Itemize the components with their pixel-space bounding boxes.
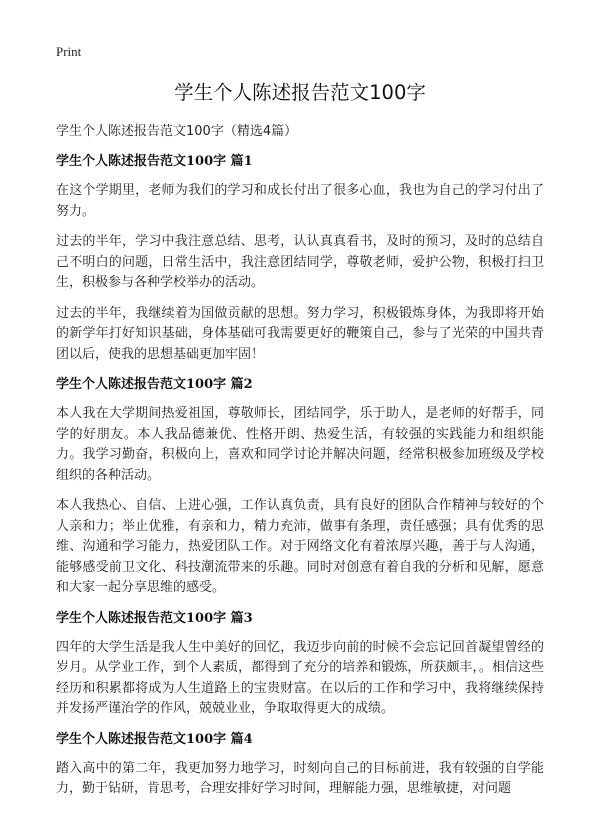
paragraph: 本人我热心、自信、上进心强，工作认真负责，具有良好的团队合作精神与较好的个人亲和力；举止优雅，有亲和力，精力充沛，做事有条理，责任感强；具有优秀的思维、沟通和学习能力，热爱团队工作。对于网络文化有着浓厚兴趣，善于与人沟通，能够感受前卫文化、科技潮流带来的乐趣。同时对创意有着自我的分析和见解，愿意和大家一起分享思维的感受。 xyxy=(56,498,544,595)
paragraph: 踏入高中的第二年，我更加努力地学习，时刻向自己的目标前进，我有较强的自学能力，勤于钻研，肯思考，合理安排好学习时间，理解能力强，思维敏捷，对问题 xyxy=(56,760,544,796)
section-4 xyxy=(56,730,544,800)
paragraph: 在这个学期里，老师为我们的学习和成长付出了很多心血，我也为自己的学习付出了努力。 xyxy=(56,183,544,219)
section-heading: 学生个人陈述报告范文100字 篇1 xyxy=(56,154,253,169)
print-link[interactable]: Print xyxy=(56,44,82,59)
paragraph: 过去的半年，我继续着为国做贡献的思想。努力学习，积极锻炼身体，为我即将开始的新学年打好知识基础，身体基础可我需要更好的鞭策自己，参与了光荣的中国共青团以后，使我的思想基础更加牢固！ xyxy=(56,305,544,362)
section-1 xyxy=(56,152,544,365)
section-heading: 学生个人陈述报告范文100字 篇3 xyxy=(56,610,253,626)
section-heading: 学生个人陈述报告范文100字 篇4 xyxy=(56,731,253,747)
section-2 xyxy=(56,375,544,599)
section-heading: 学生个人陈述报告范文100字 篇2 xyxy=(56,377,253,392)
paragraph: 四年的大学生活是我人生中美好的回忆，我迈步向前的时候不会忘记回首凝望曾经的岁月。从学业工作，到个人素质，都得到了充分的培养和锻炼，所获颇丰，。相信这些经历和积累都将成为人生道路上的宝贵财富。在以后的工作和学习中，我将继续保持并发扬严谨治学的作风，兢兢业业，争取取得更大的成绩。 xyxy=(56,639,544,716)
page-title: 学生个人陈述报告范文100字 xyxy=(174,81,426,104)
paragraph: 本人我在大学期间热爱祖国，尊敬师长，团结同学，乐于助人，是老师的好帮手，同学的好朋友。本人我品德兼优、性格开朗、热爱生活，有较强的实践能力和组织能力。我学习勤奋，积极向上，喜欢和同学讨论并解决问题，经常积极参加班级及学校组织的各种活动。 xyxy=(56,406,544,483)
intro-line: 学生个人陈述报告范文100字（精选4篇） xyxy=(56,124,298,139)
paragraph: 过去的半年，学习中我注意总结、思考，认认真真看书，及时的预习，及时的总结自己不明白的问题，日常生活中，我注意团结同学，尊敬老师，爱护公物，积极打扫卫生，积极参与各种学校举办的活动。 xyxy=(56,234,544,290)
section-3 xyxy=(56,609,544,720)
